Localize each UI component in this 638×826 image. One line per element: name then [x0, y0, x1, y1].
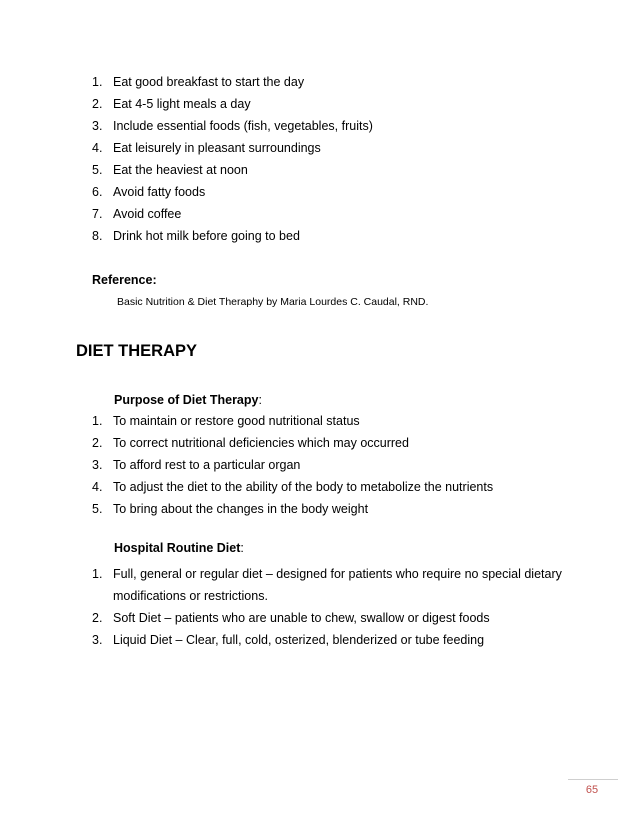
list-item	[92, 476, 592, 498]
list-number: 8.	[92, 229, 103, 243]
list-item-text: Soft Diet – patients who are unable to chew, swallow or digest foods	[113, 611, 490, 625]
list-item-text: Eat 4-5 light meals a day	[113, 97, 251, 111]
list-item-text: To afford rest to a particular organ	[113, 458, 301, 472]
list-item-text: To adjust the diet to the ability of the body to metabolize the nutrients	[113, 480, 494, 494]
list-item	[92, 115, 592, 137]
list-item	[92, 432, 592, 454]
list-number: 1.	[92, 414, 103, 428]
list-item	[92, 629, 592, 651]
list-item-text: To bring about the changes in the body weight	[113, 502, 369, 516]
list-item	[92, 454, 592, 476]
list-number: 6.	[92, 185, 103, 199]
list-number: 7.	[92, 207, 103, 221]
meal-tips-list	[92, 71, 592, 247]
list-number: 3.	[92, 119, 103, 133]
list-item-text: Liquid Diet – Clear, full, cold, osterized, blenderized or tube feeding	[113, 633, 485, 647]
list-number: 4.	[92, 480, 103, 494]
list-item-text: Drink hot milk before going to bed	[113, 229, 300, 243]
list-item-text: Eat good breakfast to start the day	[113, 75, 305, 89]
list-number: 2.	[92, 611, 103, 625]
list-item-text: Full, general or regular diet – designed for patients who require no special dietary modifications or restrictions.	[113, 567, 562, 603]
list-item	[92, 563, 593, 607]
list-number: 5.	[92, 502, 103, 516]
section-title: DIET THERAPY	[76, 342, 198, 360]
list-item	[92, 137, 592, 159]
list-item-text: Eat the heaviest at noon	[113, 163, 248, 177]
purpose-list	[92, 410, 592, 520]
list-item	[92, 93, 592, 115]
list-item	[92, 607, 592, 629]
list-number: 2.	[92, 97, 103, 111]
list-item	[92, 181, 592, 203]
list-number: 4.	[92, 141, 103, 155]
list-number: 3.	[92, 458, 103, 472]
reference-heading: Reference:	[92, 273, 157, 287]
routine-diet-list	[92, 563, 592, 651]
list-item	[92, 159, 592, 181]
page-number: 65	[585, 784, 599, 796]
list-item	[92, 498, 592, 520]
list-item-text: Eat leisurely in pleasant surroundings	[113, 141, 321, 155]
list-item	[92, 203, 592, 225]
subheading-colon: :	[258, 393, 262, 407]
list-number: 1.	[92, 567, 103, 581]
list-item	[92, 71, 592, 93]
list-item-text: Include essential foods (fish, vegetables, fruits)	[113, 119, 373, 133]
routine-subheading	[114, 541, 244, 555]
list-number: 2.	[92, 436, 103, 450]
list-number: 3.	[92, 633, 103, 647]
list-item-text: To correct nutritional deficiencies which may occurred	[113, 436, 409, 450]
list-item	[92, 410, 592, 432]
reference-citation: Basic Nutrition & Diet Theraphy by Maria Lourdes C. Caudal, RND.	[117, 296, 429, 308]
list-item-text: Avoid coffee	[113, 207, 182, 221]
list-number: 5.	[92, 163, 103, 177]
purpose-subheading	[114, 393, 262, 407]
footer-divider	[568, 779, 618, 780]
list-item-text: Avoid fatty foods	[113, 185, 206, 199]
subheading-colon: :	[240, 541, 244, 555]
list-number: 1.	[92, 75, 103, 89]
list-item	[92, 225, 592, 247]
list-item-text: To maintain or restore good nutritional status	[113, 414, 360, 428]
routine-subheading-label: Hospital Routine Diet	[114, 541, 241, 555]
purpose-subheading-label: Purpose of Diet Therapy	[114, 393, 259, 407]
